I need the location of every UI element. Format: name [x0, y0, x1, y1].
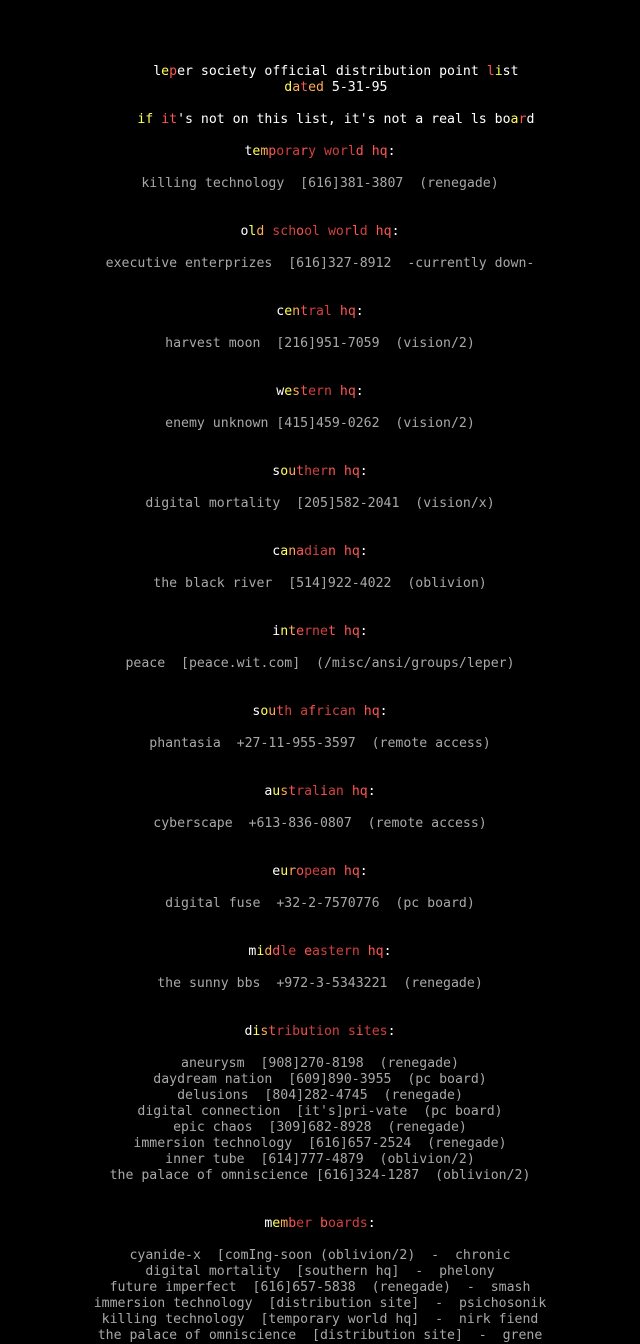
board-entry: daydream nation [609]890-3955 (pc board) [153, 1072, 487, 1087]
section-heading: australian hq: [264, 784, 376, 799]
board-entry: future imperfect [616]657-5838 (renegade) - smash [109, 1280, 531, 1295]
board-entry: peace [peace.wit.com] (/misc/ansi/groups/leper) [125, 656, 515, 671]
board-entry: executive enterprizes [616]327-8912 -currently down- [105, 256, 535, 271]
section-heading: distribution sites: [244, 1024, 396, 1039]
board-entry: cyanide-x [comIng-soon (oblivion/2) - chronic [129, 1248, 511, 1263]
board-entry: enemy unknown [415]459-0262 (vision/2) [165, 416, 475, 431]
section-heading: southern hq: [272, 464, 368, 479]
board-entry: immersion technology [distribution site] - psichosonik [93, 1296, 547, 1311]
board-entry: the palace of omniscience [616]324-1287 (oblivion/2) [109, 1168, 531, 1183]
board-entry: digital connection [it's]pri-vate (pc board) [137, 1104, 503, 1119]
list-title: leper society official distribution point list [153, 64, 519, 79]
board-entry: harvest moon [216]951-7059 (vision/2) [165, 336, 475, 351]
board-entry: killing technology [616]381-3807 (renegade) [141, 176, 499, 191]
board-entry: inner tube [614]777-4879 (oblivion/2) [165, 1152, 475, 1167]
section-heading: middle eastern hq: [248, 944, 392, 959]
board-entry: the sunny bbs +972-3-5343221 (renegade) [157, 976, 483, 991]
list-date: dated 5-31-95 [284, 80, 388, 95]
list-disclaimer: if it's not on this list, it's not a real ls board [137, 112, 535, 127]
section-heading: member boards: [264, 1216, 376, 1231]
section-heading: south african hq: [252, 704, 388, 719]
board-entry: killing technology [temporary world hq] - nirk fiend [101, 1312, 539, 1327]
board-entry: epic chaos [309]682-8928 (renegade) [173, 1120, 467, 1135]
board-entry: aneurysm [908]270-8198 (renegade) [181, 1056, 459, 1071]
section-heading: european hq: [272, 864, 368, 879]
section-heading: western hq: [276, 384, 364, 399]
board-entry: cyberscape +613-836-0807 (remote access) [153, 816, 487, 831]
board-entry: delusions [804]282-4745 (renegade) [177, 1088, 463, 1103]
section-heading: canadian hq: [272, 544, 368, 559]
section-heading: central hq: [276, 304, 364, 319]
sections [0, 112, 640, 1344]
board-entry: the black river [514]922-4022 (oblivion) [153, 576, 487, 591]
board-entry: phantasia +27-11-955-3597 (remote access) [149, 736, 491, 751]
board-entry: digital mortality [southern hq] - phelony [145, 1264, 495, 1279]
section-heading: old school world hq: [240, 224, 400, 239]
board-entry: immersion technology [616]657-2524 (renegade) [133, 1136, 507, 1151]
board-entry: digital fuse +32-2-7570776 (pc board) [165, 896, 475, 911]
distribution-list [0, 48, 640, 1344]
section-heading: internet hq: [272, 624, 368, 639]
board-entry: digital mortality [205]582-2041 (vision/x) [145, 496, 495, 511]
section-heading: temporary world hq: [244, 144, 396, 159]
board-entry: the palace of omniscience [distribution site] - grene [97, 1328, 543, 1343]
